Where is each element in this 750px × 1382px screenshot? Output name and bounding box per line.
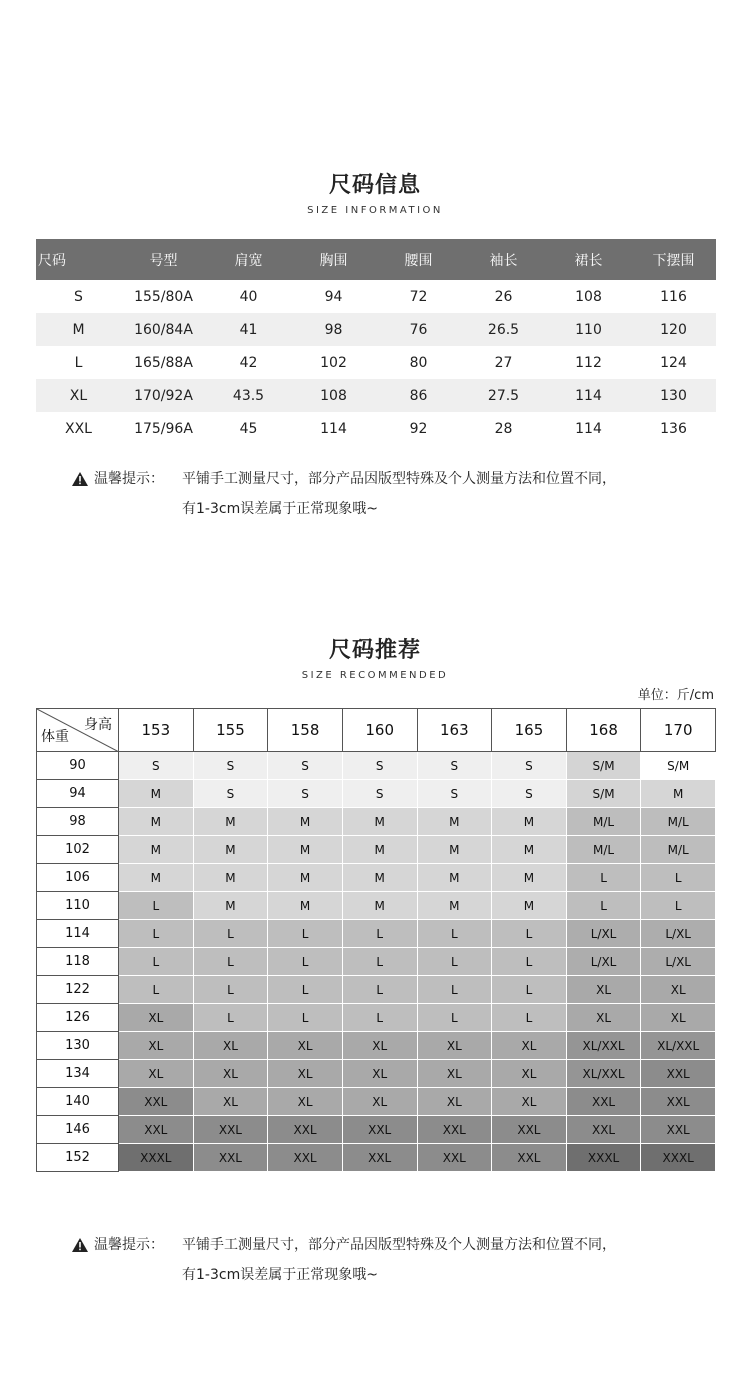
size-cell: S xyxy=(268,780,343,808)
size-info-body xyxy=(36,280,716,445)
table-cell: 110 xyxy=(546,313,631,346)
size-cell: S xyxy=(342,780,417,808)
table-cell: M xyxy=(36,313,121,346)
size-cell: L xyxy=(193,1004,268,1032)
size-cell: M xyxy=(492,864,567,892)
weight-cell: 118 xyxy=(37,948,119,976)
size-cell: XL xyxy=(268,1088,343,1116)
table-cell: 98 xyxy=(291,313,376,346)
table-row xyxy=(37,1144,716,1172)
size-cell: L xyxy=(119,920,194,948)
weight-cell: 102 xyxy=(37,836,119,864)
size-cell: M/L xyxy=(566,836,641,864)
size-cell: XXXL xyxy=(566,1144,641,1172)
table-cell: 26 xyxy=(494,288,513,305)
size-cell: XXXL xyxy=(119,1144,194,1172)
size-cell: M xyxy=(119,836,194,864)
table-cell: 160/84A xyxy=(121,313,206,346)
warning-icon xyxy=(72,1230,94,1260)
table-cell: 136 xyxy=(660,420,687,437)
size-cell: XXL xyxy=(119,1116,194,1144)
column-header: 尺码 xyxy=(36,239,121,280)
table-cell: 124 xyxy=(660,354,687,371)
size-cell: L/XL xyxy=(566,920,641,948)
height-axis-label: 身高 xyxy=(84,717,112,733)
table-cell: 27.5 xyxy=(461,379,546,412)
size-cell: M xyxy=(417,808,492,836)
size-cell: M xyxy=(193,808,268,836)
size-cell: L xyxy=(492,948,567,976)
size-cell: S xyxy=(268,752,343,780)
table-row xyxy=(37,976,716,1004)
size-cell: XL xyxy=(193,1088,268,1116)
size-cell: M xyxy=(492,836,567,864)
size-cell: XL xyxy=(193,1032,268,1060)
table-cell: XL xyxy=(36,379,121,412)
size-cell: M xyxy=(119,808,194,836)
column-header: 裙长 xyxy=(546,239,631,280)
table-row xyxy=(37,780,716,808)
size-cell: XL xyxy=(342,1032,417,1060)
size-cell: XL xyxy=(566,976,641,1004)
size-cell: M xyxy=(342,808,417,836)
table-cell: 42 xyxy=(239,354,258,371)
size-cell: L xyxy=(268,948,343,976)
size-cell: L xyxy=(492,976,567,1004)
size-cell: L/XL xyxy=(641,920,716,948)
size-cell: S xyxy=(193,780,268,808)
size-cell: XL xyxy=(566,1004,641,1032)
size-cell: L xyxy=(342,948,417,976)
table-cell: 112 xyxy=(575,354,602,371)
size-cell: M/L xyxy=(566,808,641,836)
size-cell: XL xyxy=(119,1004,194,1032)
size-cell: M xyxy=(417,836,492,864)
size-recommend-subtitle: SIZE RECOMMENDED xyxy=(301,670,449,681)
table-cell: 86 xyxy=(376,379,461,412)
table-cell: 27 xyxy=(494,354,513,371)
table-cell: 108 xyxy=(291,379,376,412)
size-cell: S xyxy=(417,752,492,780)
table-cell: 41 xyxy=(206,313,291,346)
size-info-table xyxy=(36,239,716,445)
table-cell: 28 xyxy=(494,420,513,437)
table-cell: 76 xyxy=(376,313,461,346)
height-header-row xyxy=(37,709,716,752)
size-cell: XXL xyxy=(268,1144,343,1172)
table-cell: 165/88A xyxy=(134,354,193,371)
weight-cell: 130 xyxy=(37,1032,119,1060)
table-cell: 43.5 xyxy=(206,379,291,412)
table-row xyxy=(37,1032,716,1060)
size-cell: M/L xyxy=(641,836,716,864)
table-cell: 108 xyxy=(575,288,602,305)
size-cell: M xyxy=(641,780,716,808)
table-corner-cell xyxy=(37,709,119,752)
size-cell: L xyxy=(417,976,492,1004)
size-cell: M xyxy=(268,892,343,920)
size-info-heading xyxy=(0,168,750,216)
size-cell: M xyxy=(119,864,194,892)
table-cell: 170/92A xyxy=(121,379,206,412)
table-cell: 92 xyxy=(409,420,428,437)
weight-cell: 110 xyxy=(37,892,119,920)
size-cell: M xyxy=(193,864,268,892)
weight-cell: 90 xyxy=(37,752,119,780)
table-row xyxy=(37,892,716,920)
height-header-cell: 155 xyxy=(193,709,268,752)
size-cell: M xyxy=(268,836,343,864)
weight-cell: 106 xyxy=(37,864,119,892)
size-cell: XL/XXL xyxy=(641,1032,716,1060)
size-cell: XL xyxy=(268,1060,343,1088)
notice-top xyxy=(72,464,712,524)
height-header-cell: 163 xyxy=(417,709,492,752)
table-cell: S xyxy=(74,288,83,305)
size-cell: M xyxy=(268,808,343,836)
size-cell: L/XL xyxy=(641,948,716,976)
size-cell: M xyxy=(342,836,417,864)
size-cell: M xyxy=(417,892,492,920)
size-cell: XXL xyxy=(342,1144,417,1172)
weight-cell: 94 xyxy=(37,780,119,808)
size-cell: L xyxy=(566,864,641,892)
size-cell: XL xyxy=(342,1088,417,1116)
size-recommend-table xyxy=(36,708,716,1172)
size-cell: L xyxy=(641,892,716,920)
table-cell: 116 xyxy=(660,288,687,305)
table-row xyxy=(36,280,716,313)
table-cell: 45 xyxy=(239,420,258,437)
table-cell: 130 xyxy=(631,379,716,412)
size-cell: L xyxy=(566,892,641,920)
size-cell: M xyxy=(342,892,417,920)
notice-line1: 平铺手工测量尺寸，部分产品因版型特殊及个人测量方法和位置不同， xyxy=(182,471,616,487)
size-cell: L/XL xyxy=(566,948,641,976)
size-cell: L xyxy=(268,920,343,948)
column-header: 袖长 xyxy=(461,239,546,280)
size-cell: XXL xyxy=(268,1116,343,1144)
size-cell: XL xyxy=(641,1004,716,1032)
size-cell: L xyxy=(268,1004,343,1032)
notice-bottom xyxy=(72,1230,712,1290)
size-cell: XL/XXL xyxy=(566,1060,641,1088)
size-cell: XXXL xyxy=(641,1144,716,1172)
unit-label: 单位：斤/cm xyxy=(637,688,714,703)
size-cell: XL xyxy=(417,1032,492,1060)
table-cell: 175/96A xyxy=(134,420,193,437)
size-cell: L xyxy=(492,920,567,948)
notice-label: 温馨提示： xyxy=(94,1237,164,1253)
weight-cell: 134 xyxy=(37,1060,119,1088)
size-info-header-row xyxy=(36,239,716,280)
size-info-subtitle: SIZE INFORMATION xyxy=(307,205,443,216)
size-cell: XL xyxy=(417,1088,492,1116)
size-recommend-heading xyxy=(0,633,750,681)
size-cell: L xyxy=(417,920,492,948)
height-header-cell: 160 xyxy=(342,709,417,752)
size-cell: XXL xyxy=(119,1088,194,1116)
size-cell: M xyxy=(193,892,268,920)
size-cell: L xyxy=(492,1004,567,1032)
weight-cell: 122 xyxy=(37,976,119,1004)
table-cell: 120 xyxy=(631,313,716,346)
size-cell: S/M xyxy=(641,752,716,780)
size-cell: L xyxy=(119,976,194,1004)
size-cell: XL xyxy=(119,1032,194,1060)
column-header: 下摆围 xyxy=(631,239,716,280)
size-cell: XXL xyxy=(492,1116,567,1144)
size-cell: XXL xyxy=(566,1116,641,1144)
size-info-title: 尺码信息 xyxy=(328,173,421,198)
size-cell: S/M xyxy=(566,780,641,808)
weight-cell: 146 xyxy=(37,1116,119,1144)
table-cell: 72 xyxy=(409,288,428,305)
size-cell: M xyxy=(342,864,417,892)
weight-cell: 114 xyxy=(37,920,119,948)
size-cell: M xyxy=(492,892,567,920)
size-cell: L xyxy=(268,976,343,1004)
size-cell: S xyxy=(492,752,567,780)
notice-line2: 有1-3cm误差属于正常现象哦~ xyxy=(182,1267,378,1283)
size-cell: M xyxy=(268,864,343,892)
table-cell: 114 xyxy=(546,379,631,412)
size-recommend-title: 尺码推荐 xyxy=(328,638,421,663)
size-cell: L xyxy=(193,920,268,948)
size-cell: XXL xyxy=(566,1088,641,1116)
size-cell: XXL xyxy=(193,1144,268,1172)
table-row xyxy=(37,1088,716,1116)
size-cell: M/L xyxy=(641,808,716,836)
table-row xyxy=(36,313,716,346)
size-cell: L xyxy=(641,864,716,892)
size-cell: L xyxy=(342,920,417,948)
column-header: 肩宽 xyxy=(206,239,291,280)
size-cell: S xyxy=(193,752,268,780)
column-header: 胸围 xyxy=(291,239,376,280)
height-header-cell: 153 xyxy=(119,709,194,752)
size-cell: L xyxy=(342,976,417,1004)
size-cell: XXL xyxy=(641,1088,716,1116)
warning-icon xyxy=(72,464,94,494)
column-header: 腰围 xyxy=(376,239,461,280)
table-cell: 114 xyxy=(575,420,602,437)
notice-line1: 平铺手工测量尺寸，部分产品因版型特殊及个人测量方法和位置不同， xyxy=(182,1237,616,1253)
table-row xyxy=(36,412,716,445)
weight-axis-label: 体重 xyxy=(41,729,69,745)
table-row xyxy=(37,808,716,836)
size-cell: S xyxy=(119,752,194,780)
size-cell: XXL xyxy=(417,1144,492,1172)
height-header-cell: 170 xyxy=(641,709,716,752)
size-cell: L xyxy=(342,1004,417,1032)
size-cell: M xyxy=(119,780,194,808)
size-cell: XL xyxy=(193,1060,268,1088)
size-cell: S xyxy=(492,780,567,808)
size-cell: XXL xyxy=(193,1116,268,1144)
height-header-cell: 165 xyxy=(492,709,567,752)
table-cell: L xyxy=(74,354,83,371)
size-cell: L xyxy=(193,976,268,1004)
size-cell: XL xyxy=(492,1060,567,1088)
size-cell: XL xyxy=(492,1032,567,1060)
size-cell: S/M xyxy=(566,752,641,780)
weight-cell: 152 xyxy=(37,1144,119,1172)
size-cell: XXL xyxy=(417,1116,492,1144)
size-cell: XL xyxy=(417,1060,492,1088)
table-row xyxy=(37,1004,716,1032)
size-cell: L xyxy=(119,892,194,920)
column-header: 号型 xyxy=(121,239,206,280)
size-cell: XXL xyxy=(342,1116,417,1144)
size-cell: S xyxy=(342,752,417,780)
table-row xyxy=(37,864,716,892)
weight-cell: 140 xyxy=(37,1088,119,1116)
size-cell: XL xyxy=(492,1088,567,1116)
table-row xyxy=(37,920,716,948)
notice-line2: 有1-3cm误差属于正常现象哦~ xyxy=(182,501,378,517)
table-cell: 80 xyxy=(409,354,428,371)
table-row xyxy=(36,346,716,379)
height-header-cell: 158 xyxy=(268,709,343,752)
size-cell: XL/XXL xyxy=(566,1032,641,1060)
table-row xyxy=(37,948,716,976)
size-cell: S xyxy=(417,780,492,808)
table-row xyxy=(37,1060,716,1088)
size-cell: XL xyxy=(268,1032,343,1060)
size-cell: XXL xyxy=(641,1060,716,1088)
weight-cell: 126 xyxy=(37,1004,119,1032)
table-cell: 40 xyxy=(239,288,258,305)
table-row xyxy=(36,379,716,412)
table-row xyxy=(37,836,716,864)
table-cell: 94 xyxy=(324,288,343,305)
size-cell: XXL xyxy=(641,1116,716,1144)
table-cell: 102 xyxy=(320,354,347,371)
table-cell: 114 xyxy=(320,420,347,437)
size-cell: XL xyxy=(641,976,716,1004)
table-row xyxy=(37,1116,716,1144)
size-cell: XL xyxy=(342,1060,417,1088)
size-cell: L xyxy=(193,948,268,976)
size-cell: L xyxy=(417,1004,492,1032)
table-cell: 26.5 xyxy=(461,313,546,346)
size-cell: L xyxy=(119,948,194,976)
table-row xyxy=(37,752,716,780)
height-header-cell: 168 xyxy=(566,709,641,752)
size-cell: XXL xyxy=(492,1144,567,1172)
size-cell: M xyxy=(193,836,268,864)
table-cell: 155/80A xyxy=(134,288,193,305)
table-cell: XXL xyxy=(65,420,92,437)
weight-cell: 98 xyxy=(37,808,119,836)
size-cell: L xyxy=(417,948,492,976)
notice-label: 温馨提示： xyxy=(94,471,164,487)
size-cell: XL xyxy=(119,1060,194,1088)
size-cell: M xyxy=(417,864,492,892)
size-cell: M xyxy=(492,808,567,836)
